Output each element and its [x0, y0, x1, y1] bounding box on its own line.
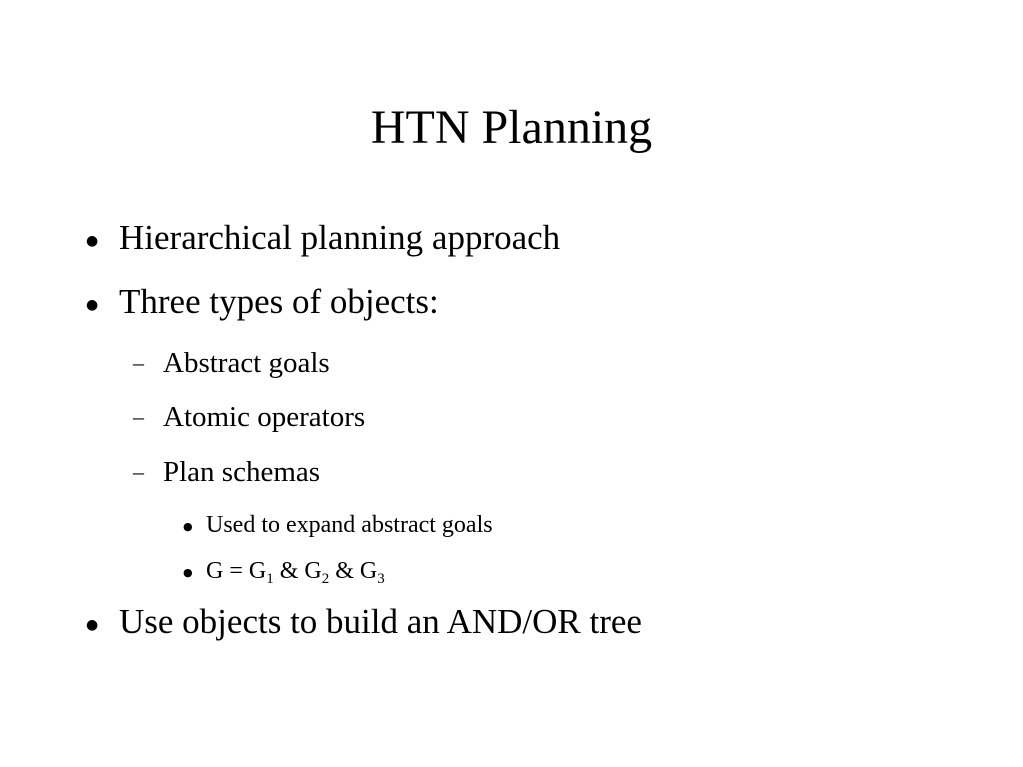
- sub-bullet-text: Abstract goals: [163, 347, 330, 379]
- formula-and: &: [279, 558, 299, 584]
- dash-icon: –: [133, 350, 144, 375]
- formula-subscript: 1: [266, 571, 274, 587]
- bullet-icon: ●: [86, 617, 99, 633]
- formula-and: &: [335, 558, 354, 584]
- bullet-icon: ●: [86, 233, 99, 249]
- formula-var: G: [206, 558, 224, 584]
- bullet-text: Three types of objects:: [119, 282, 439, 321]
- formula-equals: =: [229, 558, 243, 584]
- formula-subscript: 3: [377, 571, 385, 587]
- dash-icon: –: [133, 459, 144, 484]
- bullet-text: Use objects to build an AND/OR tree: [119, 602, 642, 641]
- sub-bullet-text: Plan schemas: [163, 456, 321, 488]
- sub-sub-bullet-text: Used to expand abstract goals: [206, 512, 493, 538]
- formula-subscript: 2: [321, 571, 330, 587]
- formula-text: [206, 555, 385, 587]
- slide-title: HTN Planning: [370, 101, 653, 154]
- bullet-icon: ●: [183, 520, 193, 533]
- dash-icon: –: [133, 404, 144, 429]
- formula-var: G: [304, 558, 322, 584]
- bullet-icon: ●: [183, 566, 193, 579]
- bullet-text: Hierarchical planning approach: [119, 218, 561, 257]
- sub-bullet-text: Atomic operators: [163, 401, 366, 433]
- formula-var: G: [359, 558, 378, 584]
- bullet-icon: ●: [86, 297, 99, 313]
- formula-var: G: [248, 558, 267, 584]
